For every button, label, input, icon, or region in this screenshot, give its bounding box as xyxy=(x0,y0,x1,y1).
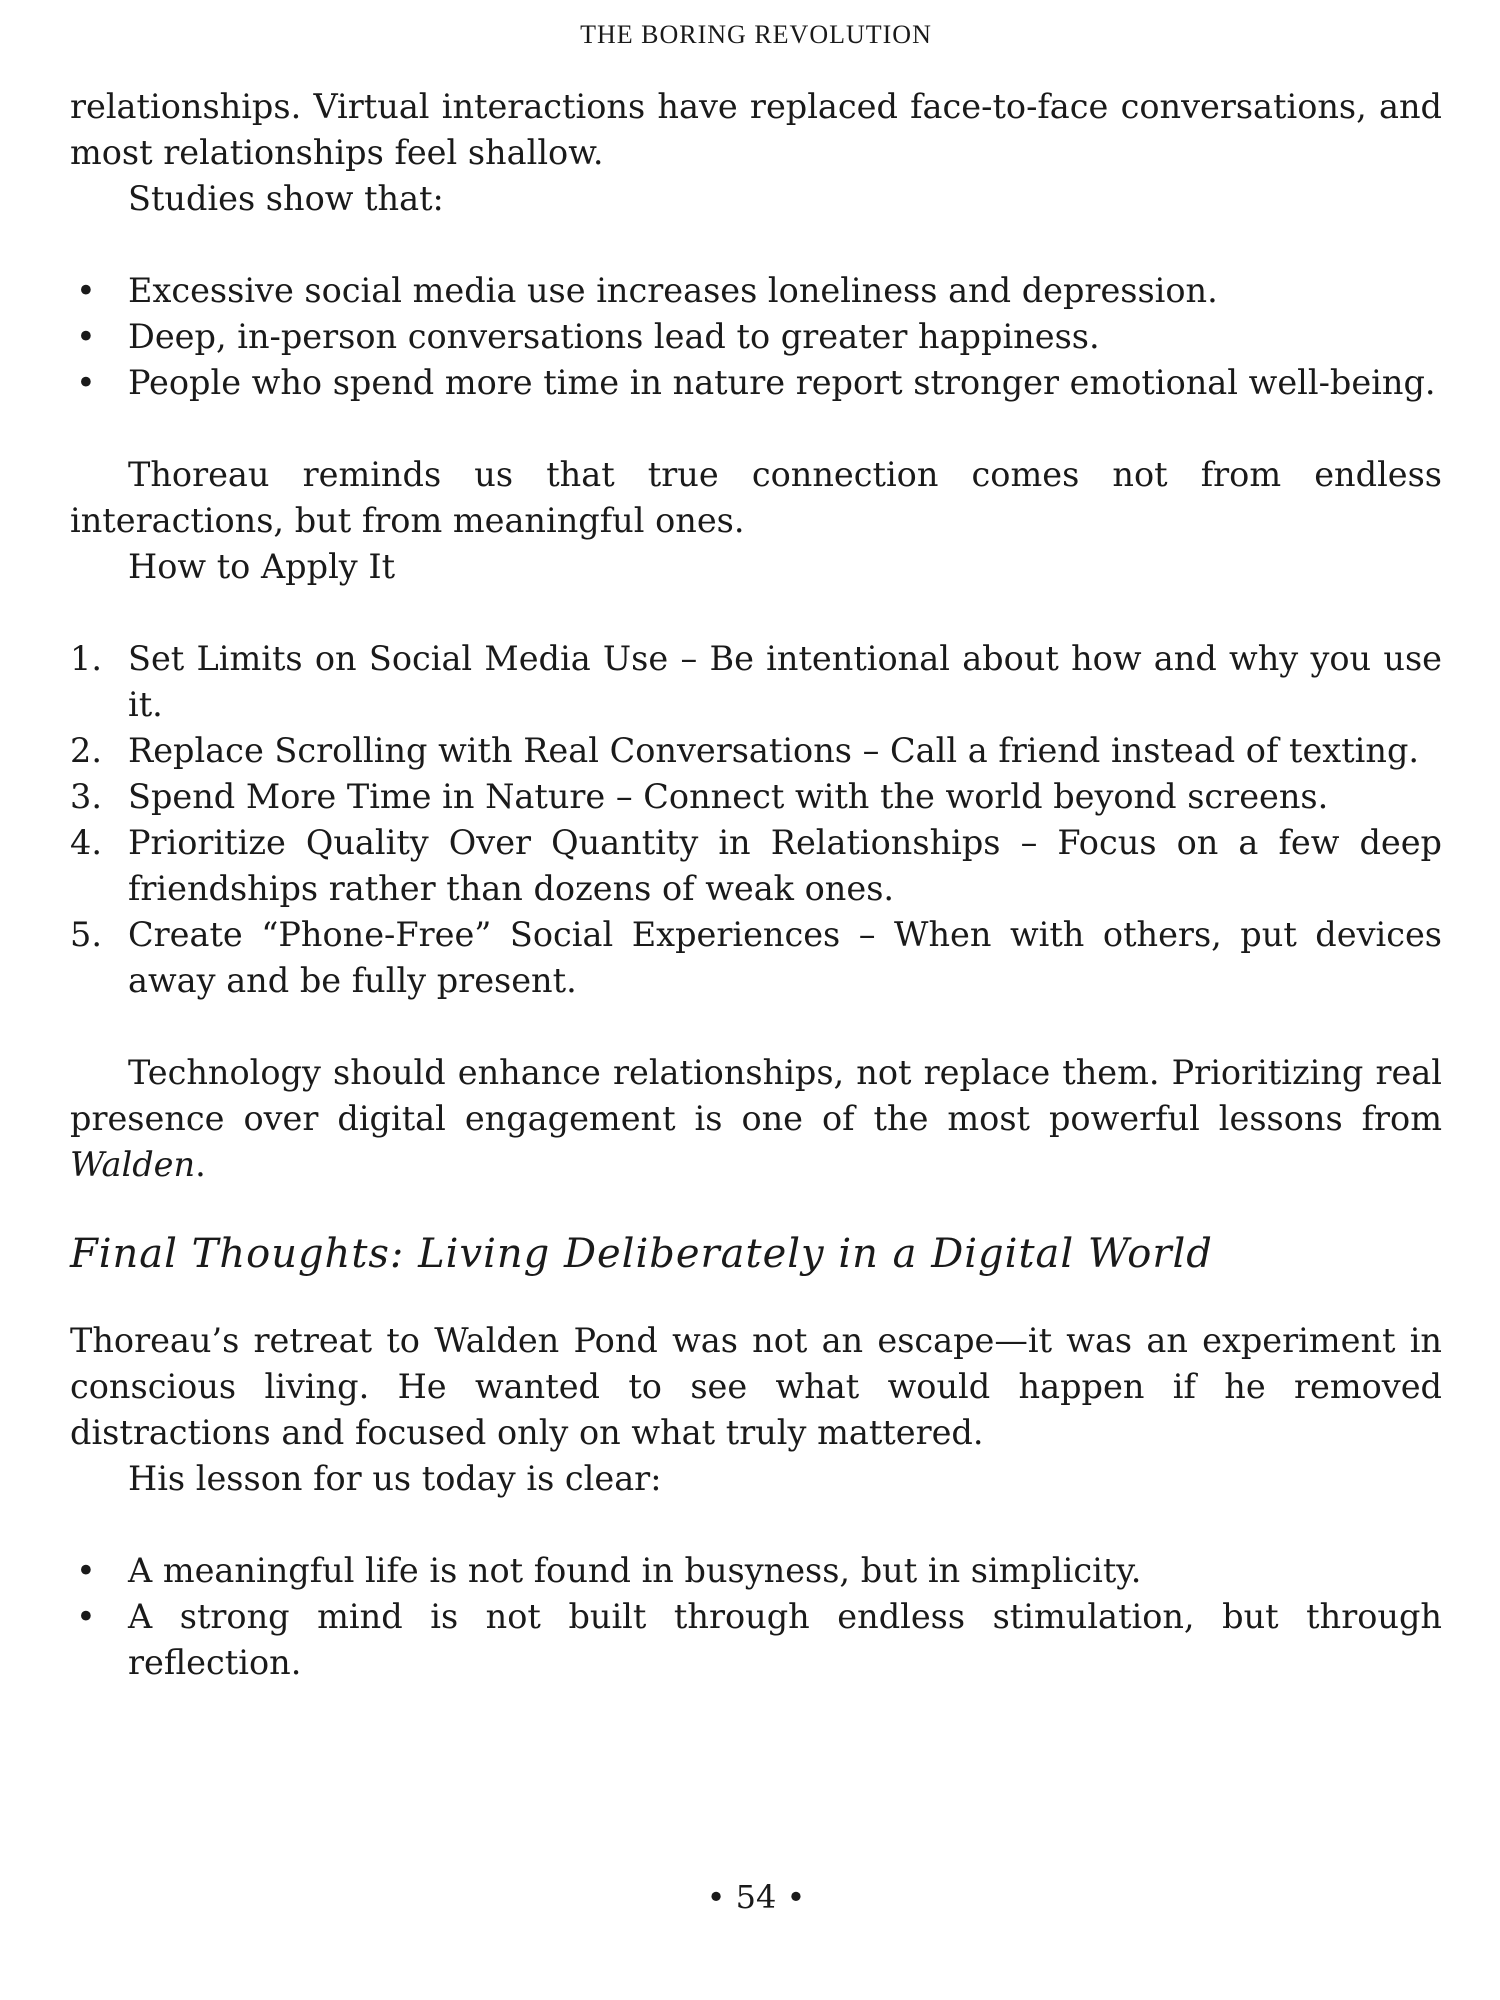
paragraph-relationships: relationships. Virtual interactions have replaced face-to-face conversations, and most relationships feel shallow. xyxy=(70,87,1442,172)
book-page xyxy=(70,0,1442,2000)
running-head: THE BORING REVOLUTION xyxy=(580,20,932,49)
list-item: • Excessive social media use increases loneliness and depression. xyxy=(70,268,1442,314)
paragraph-thoreau: Thoreau reminds us that true connection comes not from endless interactions, but from meaningful ones. xyxy=(70,455,1442,540)
lesson-intro: His lesson for us today is clear: xyxy=(128,1459,662,1498)
list-item: • A strong mind is not built through endless stimulation, but through reflection. xyxy=(70,1594,1442,1686)
paragraph-technology: Technology should enhance relationships, not replace them. Prioritizing real presence over digital engagement is one of the most powerful lessons from Walden. xyxy=(70,1053,1442,1184)
apply-heading: How to Apply It xyxy=(128,547,396,586)
apply-list xyxy=(70,636,1442,1004)
list-item: 3. Spend More Time in Nature – Connect with the world beyond screens. xyxy=(70,774,1442,820)
paragraph-final: Thoreau’s retreat to Walden Pond was not an escape—it was an experiment in conscious living. He wanted to see what would happen if he removed distractions and focused only on what truly mattered. xyxy=(70,1321,1442,1452)
book-title-walden: Walden xyxy=(70,1145,196,1184)
bullet-icon: • xyxy=(76,1551,96,1590)
bullet-icon: • xyxy=(76,317,96,356)
bullet-icon: • xyxy=(76,1597,96,1636)
list-number: 1. xyxy=(70,639,102,678)
bullet-icon: • xyxy=(76,363,96,402)
list-item: • People who spend more time in nature report stronger emotional well-being. xyxy=(70,360,1442,406)
list-item: 1. Set Limits on Social Media Use – Be intentional about how and why you use it. xyxy=(70,636,1442,728)
lessons-list xyxy=(70,1548,1442,1686)
page-number: • 54 • xyxy=(706,1878,806,1916)
bullet-icon: • xyxy=(76,271,96,310)
list-item: • Deep, in-person conversations lead to greater happiness. xyxy=(70,314,1442,360)
list-number: 4. xyxy=(70,823,102,862)
studies-list xyxy=(70,268,1442,406)
list-item: • A meaningful life is not found in busyness, but in simplicity. xyxy=(70,1548,1442,1594)
list-number: 2. xyxy=(70,731,102,770)
studies-intro: Studies show that: xyxy=(128,179,444,218)
section-title: Final Thoughts: Living Deliberately in a Digital World xyxy=(70,1231,1213,1277)
list-item: 4. Prioritize Quality Over Quantity in Relationships – Focus on a few deep friendships rather than dozens of weak ones. xyxy=(70,820,1442,912)
list-number: 3. xyxy=(70,777,102,816)
body-text xyxy=(70,84,1442,1686)
list-number: 5. xyxy=(70,915,102,954)
list-item: 2. Replace Scrolling with Real Conversations – Call a friend instead of texting. xyxy=(70,728,1442,774)
list-item: 5. Create “Phone-Free” Social Experiences – When with others, put devices away and be fully present. xyxy=(70,912,1442,1004)
